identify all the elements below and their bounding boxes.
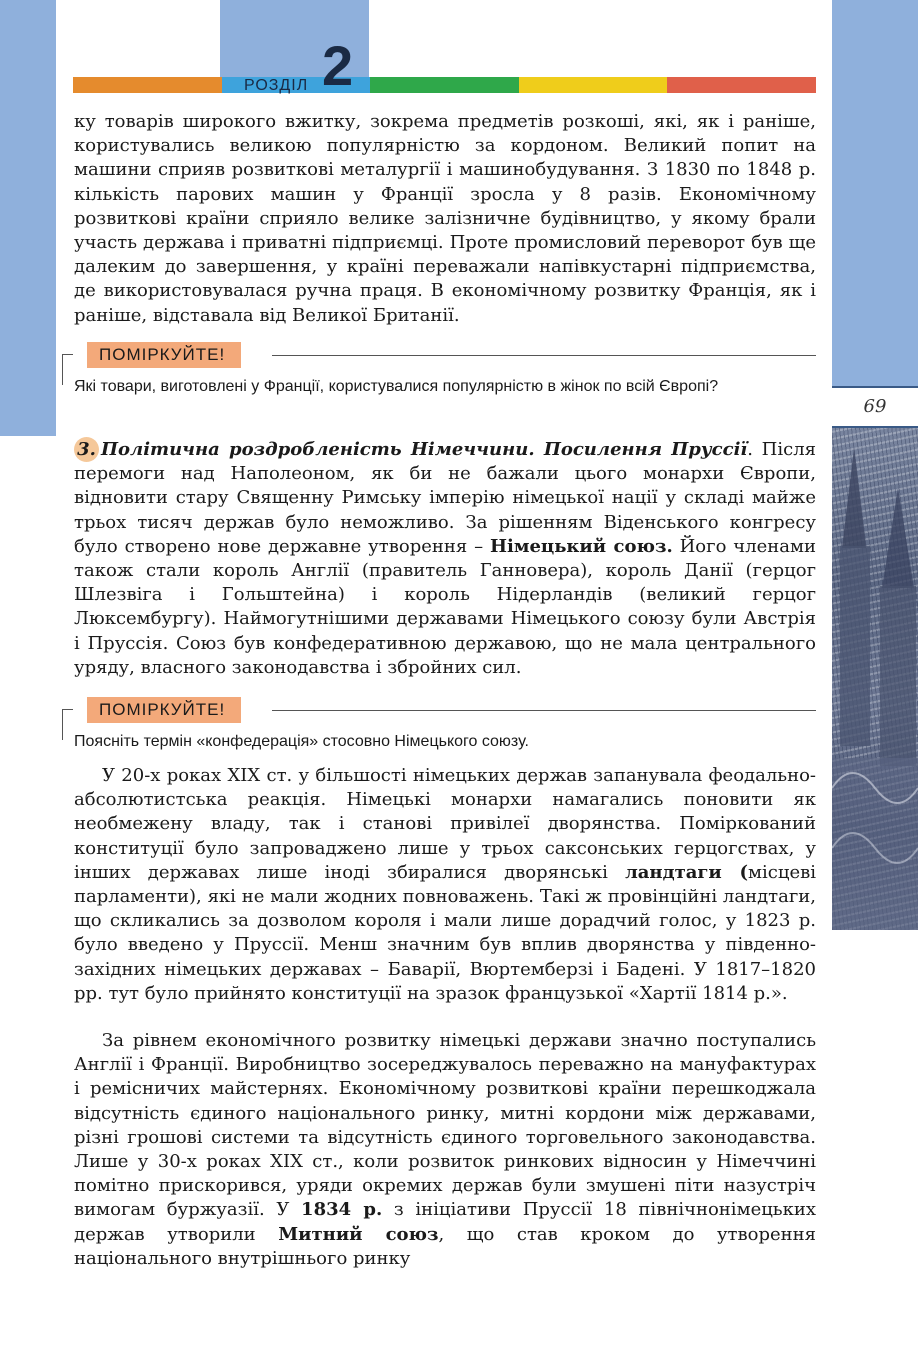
section-title: Політична роздробленість Німеччини. Посилення Пруссії (101, 439, 748, 460)
color-bar-segment (519, 77, 668, 93)
right-margin-band (832, 0, 918, 386)
term-customs-union: Митний союз (278, 1223, 439, 1245)
side-illustration (832, 428, 918, 930)
think-box-1 (62, 342, 816, 422)
page-number: 69 (863, 396, 887, 417)
think-question: Які товари, виготовлені у Франції, користувалися популярністю в жінок по всій Європі? (74, 378, 719, 395)
section-3-paragraph (74, 437, 816, 680)
page-number-box (832, 386, 918, 428)
paragraph-reaction (74, 764, 816, 1006)
think-rule (272, 355, 816, 356)
paragraph-text: з ініціативи Пруссії 18 північнонімецьких держав утворили (74, 1199, 816, 1245)
paragraph-text: , що став кроком до утворення національного внутрішнього ринку (74, 1223, 817, 1269)
chapter-color-bar (73, 77, 816, 93)
left-margin-band (0, 0, 56, 436)
think-label: ПОМІРКУЙТЕ! (87, 342, 241, 368)
term-german-union: Німецький союз. (489, 535, 673, 557)
section-text: . Після перемоги над Наполеоном, як би не бажали цього монархи Європи, відновити стару Священну Римську імперію німецької нації у складі майже трьох тисяч держав було неможливо. За рішенням Віденського конгресу було створено нове державне утворення – (74, 439, 816, 557)
color-bar-segment (73, 77, 222, 93)
think-label: ПОМІРКУЙТЕ! (87, 697, 241, 723)
term-landtags: ландтаги ( (625, 861, 749, 883)
chapter-word: РОЗДІЛ (244, 77, 309, 94)
paragraph-economy (74, 1029, 816, 1271)
section-text: Його членами також стали король Англії (правитель Ганновера), король Данії (герцог Шлезвіга і Гольштейна) і король Нідерландів (великий герцог Люксембургу). Наймогутнішими державами Німецького союзу були Австрія і Пруссія. Союз був конфедеративною державою, що не мала центрального уряду, власного законодавства і збройних сил. (74, 535, 817, 678)
think-bracket (62, 354, 73, 385)
think-question: Поясніть термін «конфедерація» стосовно Німецького союзу. (74, 733, 529, 750)
chapter-number: 2 (322, 34, 354, 97)
paragraph-text: У 20-х роках XIX ст. у більшості німецьких держав запанувала феодально-абсолютистська реакція. Німецькі монархи намагались поновити як необмежену владу, так і станові привілеї дворянства. Поміркований конституції було запроваджено лише у трьох саксонських герцогствах, у інших державах лише іноді збиралися дворянські (74, 765, 816, 883)
think-box-2 (62, 697, 816, 757)
color-bar-segment (370, 77, 519, 93)
paragraph-france-economy: ку товарів широкого вжитку, зокрема предметів розкоші, які, як і раніше, користувались великою популярністю за кордоном. Великий попит на машини сприяв розвиткові металургії і машинобудування. З 1830 по 1848 р. кількість парових машин у Франції зросла у 8 разів. Економічному розвиткові країни сприяло велике залізничне будівництво, у якому брали участь держава і приватні підприємці. Проте промисловий переворот був ще далеким до завершення, у країні переважали напівкустарні підприємства, де використовувалася ручна праця. В економічному розвитку Франція, як і раніше, відставала від Великої Британії. (74, 111, 816, 326)
term-year-1834: 1834 р. (301, 1199, 383, 1221)
paragraph-text: місцеві парламенти), які не мали жодних повноважень. Такі ж провінційні ландтаги, що скликались за дозволом короля і мали лише дорадчий голос, у 1823 р. було введено у Пруссії. Менш значним був вплив дворянства у південно-західних німецьких державах – Баварії, Вюртемберзі і Бадені. У 1817–1820 рр. тут було прийнято конституції на зразок французької «Хартії 1814 р.». (74, 861, 816, 1004)
castle-engraving-icon (832, 428, 918, 930)
think-rule (272, 710, 816, 711)
color-bar-segment (667, 77, 816, 93)
section-number: 3. (74, 437, 99, 462)
think-bracket (62, 709, 73, 740)
paragraph-text: За рівнем економічного розвитку німецькі держави значно поступались Англії і Франції. Виробництво зосереджувалось переважно на мануфактурах і ремісничих майстернях. Економічному розвиткові країни перешкоджала відсутність єдиного національного ринку, митні кордони між державами, різні грошові системи та відсутність єдиного торговельного законодавства. Лише у 30-х роках XIX ст., коли розвиток ринкових відносин у Німеччині помітно прискорився, уряди окремих держав були змушені піти назустріч вимогам буржуазії. У (74, 1030, 816, 1221)
